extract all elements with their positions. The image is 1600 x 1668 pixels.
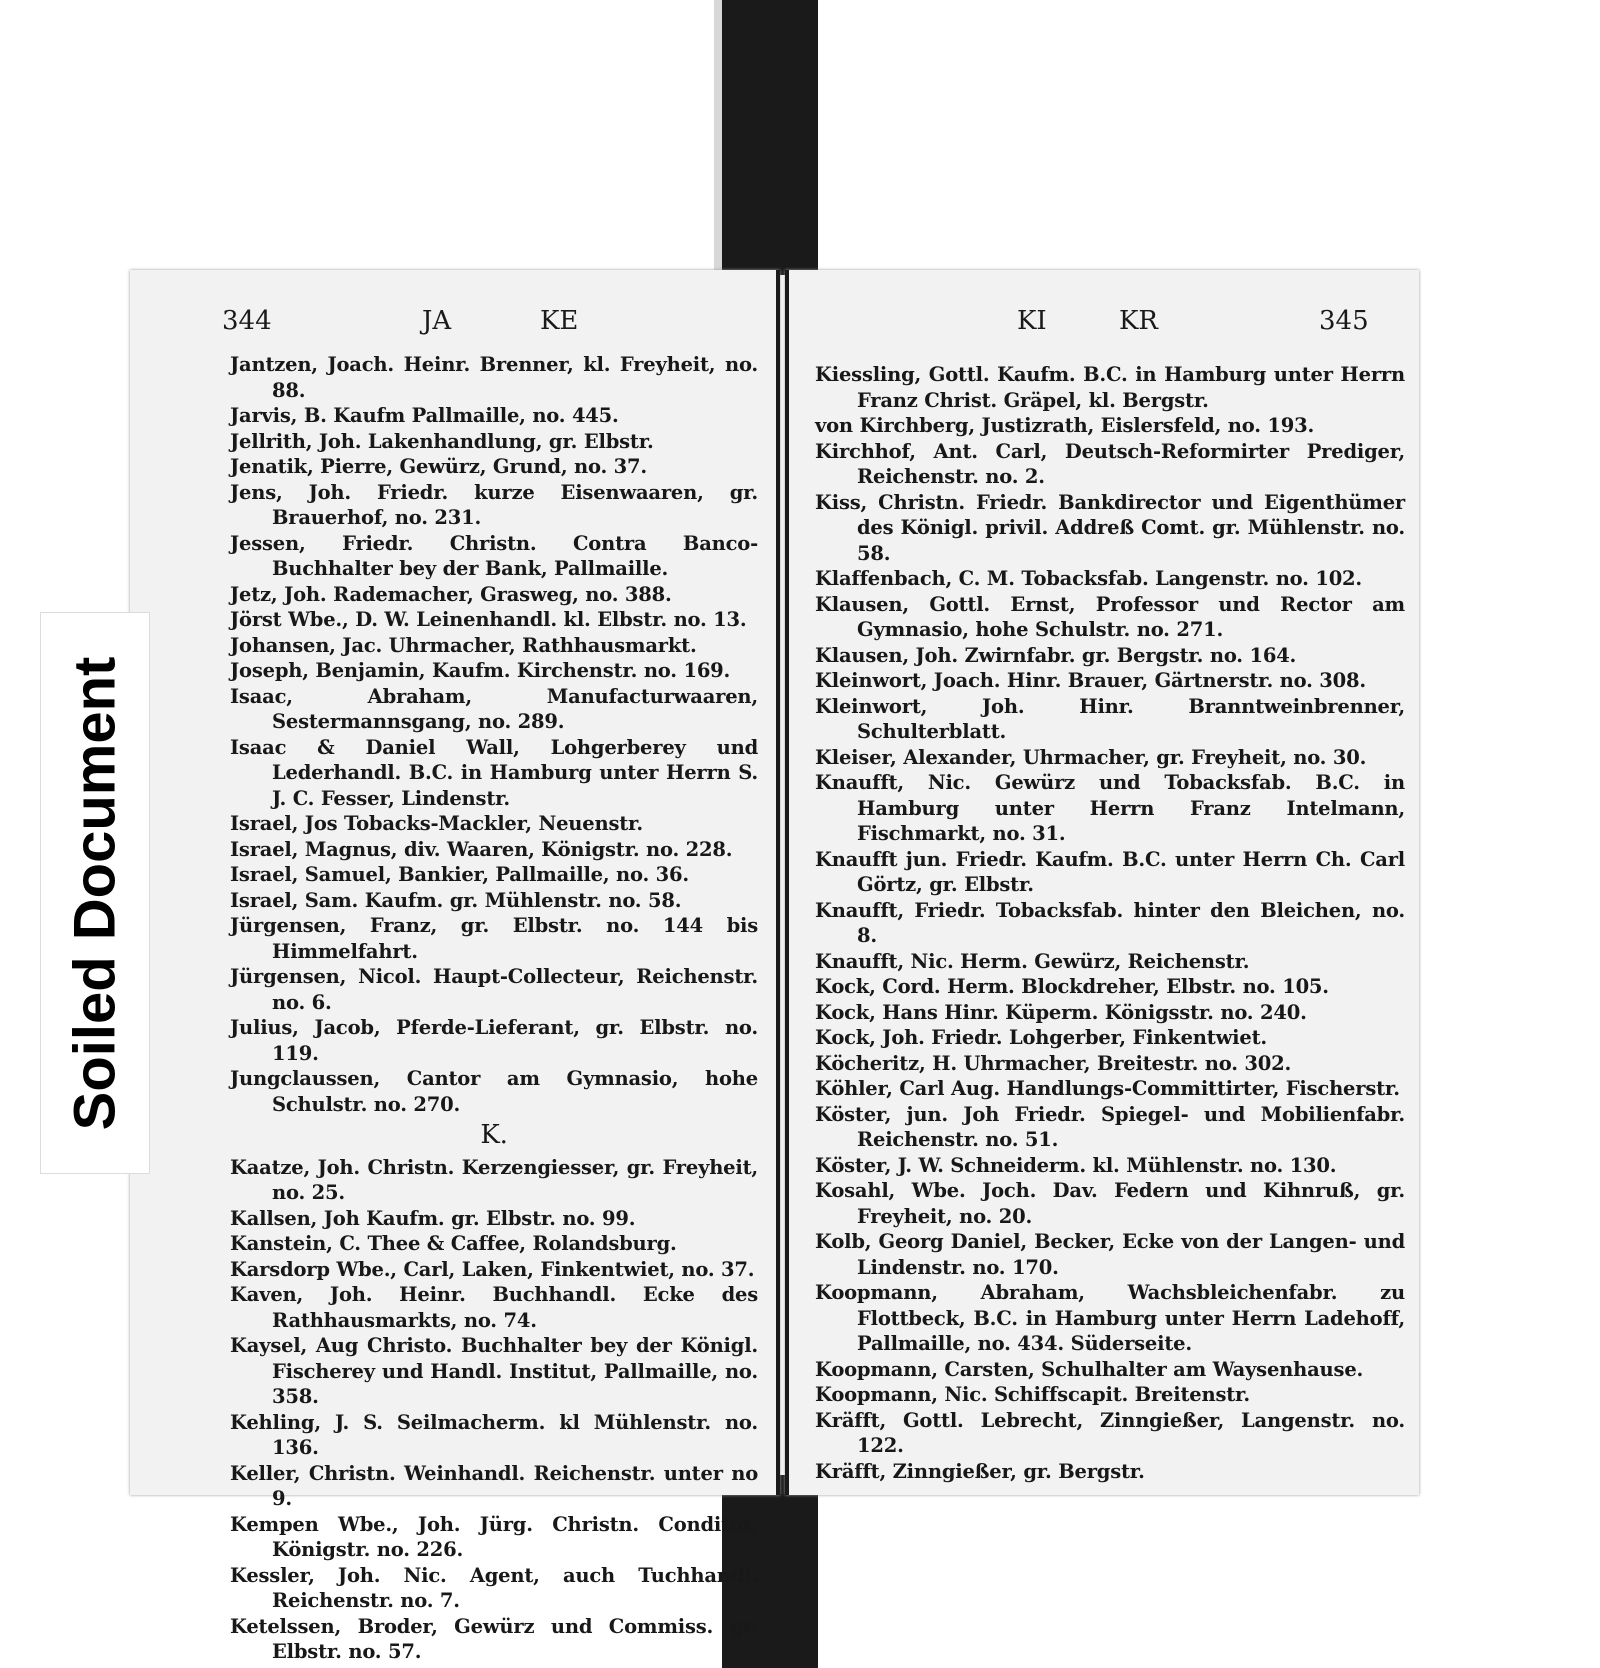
directory-entry: Israel, Samuel, Bankier, Pallmaille, no. 36. (230, 863, 689, 886)
directory-entry: Kleiser, Alexander, Uhrmacher, gr. Freyheit, no. 30. (815, 745, 1367, 769)
right-page (785, 270, 1419, 1495)
directory-entry: Köhler, Carl Aug. Handlungs-Committirter, Fischerstr. (815, 1077, 1400, 1100)
directory-entry: Jessen, Friedr. Christn. Contra Banco-Buchhalter bey der Bank, Pallmaille. (230, 531, 758, 580)
directory-entry: Kiessling, Gottl. Kaufm. B.C. in Hamburg unter Herrn Franz Christ. Gräpel, kl. Bergstr. (815, 363, 1405, 412)
directory-entry: Jenatik, Pierre, Gewürz, Grund, no. 37. (230, 455, 647, 478)
directory-entry: Klausen, Gottl. Ernst, Professor und Rector am Gymnasio, hohe Schulstr. no. 271. (815, 592, 1405, 641)
page-number: 344 (222, 306, 272, 336)
directory-entry: Klaffenbach, C. M. Tobacksfab. Langenstr. no. 102. (815, 567, 1363, 590)
directory-entry: Kock, Cord. Herm. Blockdreher, Elbstr. no. 105. (815, 975, 1329, 998)
header-left-range: KI (1017, 306, 1047, 336)
directory-entry: Kosahl, Wbe. Joch. Dav. Federn und Kihnruß, gr. Freyheit, no. 20. (815, 1179, 1405, 1228)
directory-entry: Kiss, Christn. Friedr. Bankdirector und Eigenthümer des Königl. privil. Addreß Comt. gr. Mühlenstr. no. 58. (815, 490, 1405, 565)
directory-entry: Jetz, Joh. Rademacher, Grasweg, no. 388. (230, 582, 672, 606)
header-right-range: KR (1119, 306, 1158, 336)
directory-entry: Knaufft, Friedr. Tobacksfab. hinter den Bleichen, no. 8. (815, 898, 1405, 947)
directory-entry: Kräfft, Gottl. Lebrecht, Zinngießer, Langenstr. no. 122. (815, 1408, 1405, 1457)
left-page-header (130, 306, 776, 346)
directory-entry: Kaysel, Aug Christo. Buchhalter bey der Königl. Fischerey und Handl. Institut, Pallmaille, no. 358. (230, 1334, 758, 1408)
directory-entry: Kirchhof, Ant. Carl, Deutsch-Reformirter Prediger, Reichenstr. no. 2. (815, 439, 1405, 488)
directory-entry: Jellrith, Joh. Lakenhandlung, gr. Elbstr. (230, 429, 654, 453)
left-page (130, 270, 780, 1663)
section-letter: K. (480, 1120, 508, 1150)
page-number: 345 (1319, 306, 1369, 336)
soiled-document-label (40, 612, 150, 1174)
directory-entry: Jungclaussen, Cantor am Gymnasio, hohe Schulstr. no. 270. (230, 1067, 758, 1116)
directory-entry: Kallsen, Joh Kaufm. gr. Elbstr. no. 99. (230, 1206, 636, 1230)
directory-entry: Isaac & Daniel Wall, Lohgerberey und Lederhandl. B.C. in Hamburg unter Herrn S. J. C. Fesser, Lindenstr. (230, 735, 758, 810)
book-spine-top (722, 0, 818, 275)
directory-entry: Jarvis, B. Kaufm Pallmaille, no. 445. (230, 404, 619, 427)
directory-entry: Kräfft, Zinngießer, gr. Bergstr. (815, 1459, 1145, 1483)
directory-entry: Johansen, Jac. Uhrmacher, Rathhausmarkt. (230, 633, 697, 657)
directory-entry: Kock, Hans Hinr. Küperm. Königsstr. no. 240. (815, 1000, 1307, 1024)
directory-entry: Ketelssen, Broder, Gewürz und Commiss. gr. Elbstr. no. 57. (230, 1614, 758, 1663)
right-page-header (789, 306, 1419, 346)
directory-entry: Keller, Christn. Weinhandl. Reichenstr. unter no 9. (230, 1461, 758, 1510)
directory-entry: Koopmann, Nic. Schiffscapit. Breitenstr. (815, 1383, 1250, 1406)
directory-entry: Köcheritz, H. Uhrmacher, Breitestr. no. 302. (815, 1051, 1292, 1075)
directory-entry: Isaac, Abraham, Manufacturwaaren, Sestermannsgang, no. 289. (230, 684, 758, 733)
directory-entry: Jürgensen, Nicol. Haupt-Collecteur, Reichenstr. no. 6. (230, 965, 758, 1014)
directory-entry: Jantzen, Joach. Heinr. Brenner, kl. Freyheit, no. 88. (230, 353, 758, 402)
directory-entry: Israel, Magnus, div. Waaren, Königstr. no. 228. (230, 837, 733, 861)
directory-entry: Köster, jun. Joh Friedr. Spiegel- und Mobilienfabr. Reichenstr. no. 51. (815, 1102, 1405, 1151)
directory-entry: Köster, J. W. Schneiderm. kl. Mühlenstr. no. 130. (815, 1153, 1337, 1177)
directory-entry: Jens, Joh. Friedr. kurze Eisenwaaren, gr. Brauerhof, no. 231. (230, 480, 758, 529)
directory-entry: Knaufft jun. Friedr. Kaufm. B.C. unter Herrn Ch. Carl Görtz, gr. Elbstr. (815, 847, 1405, 896)
directory-entry: Israel, Sam. Kaufm. gr. Mühlenstr. no. 58. (230, 888, 682, 912)
directory-entry: Kock, Joh. Friedr. Lohgerber, Finkentwiet. (815, 1026, 1267, 1049)
directory-entry: Kanstein, C. Thee & Caffee, Rolandsburg. (230, 1232, 677, 1255)
directory-entry: Julius, Jacob, Pferde-Lieferant, gr. Elbstr. no. 119. (230, 1016, 758, 1065)
entry-list (230, 352, 758, 1665)
label-text: Soiled Document (62, 656, 128, 1130)
header-left-range: JA (422, 306, 452, 336)
directory-entry: Kempen Wbe., Joh. Jürg. Christn. Conditor, Königstr. no. 226. (230, 1512, 758, 1561)
directory-entry: Koopmann, Carsten, Schulhalter am Waysenhause. (815, 1357, 1364, 1381)
directory-entry: Knaufft, Nic. Herm. Gewürz, Reichenstr. (815, 949, 1250, 973)
directory-entry: Kaatze, Joh. Christn. Kerzengiesser, gr. Freyheit, no. 25. (230, 1155, 758, 1204)
directory-entry: Koopmann, Abraham, Wachsbleichenfabr. zu Flottbeck, B.C. in Hamburg unter Herrn Ladehoff, Pallmaille, no. 434. Süderseite. (815, 1281, 1405, 1355)
directory-entry: von Kirchberg, Justizrath, Eislersfeld, no. 193. (815, 414, 1315, 437)
directory-entry: Knaufft, Nic. Gewürz und Tobacksfab. B.C. in Hamburg unter Herrn Franz Intelmann, Fischmarkt, no. 31. (815, 771, 1405, 845)
directory-entry: Joseph, Benjamin, Kaufm. Kirchenstr. no. 169. (230, 659, 731, 682)
directory-entry: Kehling, J. S. Seilmacherm. kl Mühlenstr. no. 136. (230, 1410, 758, 1459)
directory-entry: Klausen, Joh. Zwirnfabr. gr. Bergstr. no. 164. (815, 643, 1297, 667)
directory-entry: Kessler, Joh. Nic. Agent, auch Tuchhandl. Reichenstr. no. 7. (230, 1563, 758, 1612)
directory-entry: Kleinwort, Joh. Hinr. Branntweinbrenner, Schulterblatt. (815, 694, 1405, 743)
header-right-range: KE (540, 306, 579, 336)
scanner-edge (714, 0, 722, 275)
directory-entry: Kolb, Georg Daniel, Becker, Ecke von der Langen- und Lindenstr. no. 170. (815, 1230, 1405, 1279)
entry-list (815, 362, 1405, 1484)
directory-entry: Kleinwort, Joach. Hinr. Brauer, Gärtnerstr. no. 308. (815, 669, 1366, 692)
directory-entry: Jürgensen, Franz, gr. Elbstr. no. 144 bis Himmelfahrt. (230, 914, 758, 963)
directory-entry: Karsdorp Wbe., Carl, Laken, Finkentwiet, no. 37. (230, 1257, 755, 1281)
directory-entry: Kaven, Joh. Heinr. Buchhandl. Ecke des Rathhausmarkts, no. 74. (230, 1283, 758, 1332)
directory-entry: Israel, Jos Tobacks-Mackler, Neuenstr. (230, 812, 643, 835)
directory-entry: Jörst Wbe., D. W. Leinenhandl. kl. Elbstr. no. 13. (230, 608, 747, 631)
